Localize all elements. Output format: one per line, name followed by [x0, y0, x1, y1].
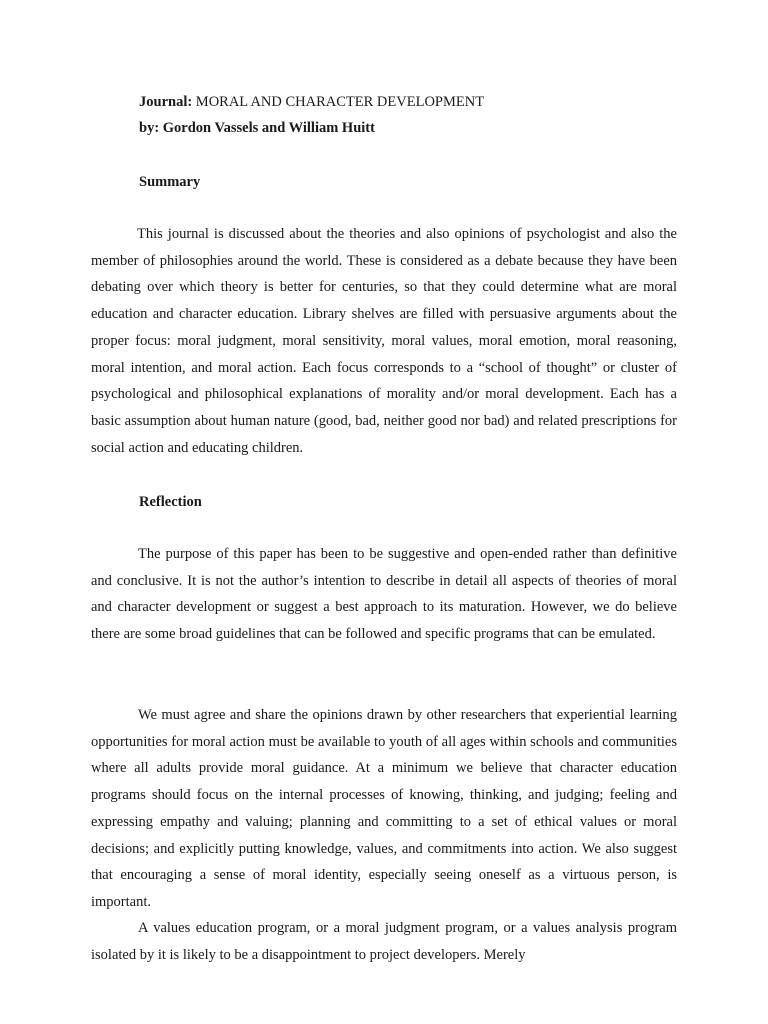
journal-label: Journal: [139, 94, 196, 110]
reflection-heading: Reflection [139, 494, 202, 510]
journal-title-line [139, 92, 484, 112]
journal-title: MORAL AND CHARACTER DEVELOPMENT [195, 94, 485, 110]
summary-paragraph: This journal is discussed about the theories and also opinions of psychologist and also the member of philosophies around the world. These is considered as a debate because they have been debating over which theory is better for centuries, so that they could determine what are moral education and character education. Library shelves are filled with persuasive arguments about the proper focus: moral judgment, moral sensitivity, moral values, moral emotion, moral reasoning, moral intention, and moral action. Each focus corresponds to a “school of thought” or cluster of psychological and philosophical explanations of morality and/or moral development. Each has a basic assumption about human nature (good, bad, neither good nor bad) and related prescriptions for social action and educating children. [91, 226, 677, 456]
reflection-paragraph-2: We must agree and share the opinions drawn by other researchers that experiential learning opportunities for moral action must be available to youth of all ages within schools and communities where all adults provide moral guidance. At a minimum we believe that character education programs should focus on the internal processes of knowing, thinking, and judging; feeling and expressing empathy and valuing; planning and committing to a set of ethical values or moral decisions; and explicitly putting knowledge, values, and commitments into action. We also suggest that encouraging a sense of moral identity, especially seeing oneself as a virtuous person, is important. [91, 707, 677, 910]
reflection-paragraph-1: The purpose of this paper has been to be suggestive and open-ended rather than definitive and conclusive. It is not the author’s intention to describe in detail all aspects of theories of moral and character development or suggest a best approach to its maturation. However, we do believe there are some broad guidelines that can be followed and specific programs that can be emulated. [91, 546, 677, 643]
summary-heading: Summary [139, 174, 201, 190]
author-byline: by: Gordon Vassels and William Huitt [139, 120, 375, 136]
reflection-paragraph-3: A values education program, or a moral judgment program, or a values analysis program isolated by it is likely to be a disappointment to project developers. Merely [91, 920, 677, 963]
